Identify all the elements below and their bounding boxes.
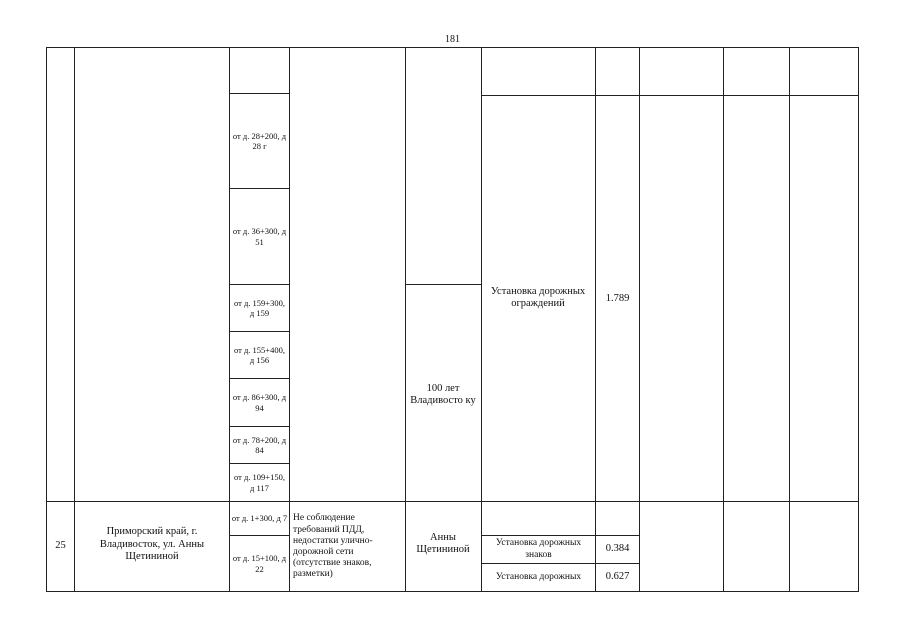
col-divider	[46, 47, 47, 592]
row-number: 25	[55, 539, 66, 551]
street-cell: 100 лет Владивосто ку	[410, 382, 476, 406]
segment-cell: от д. 78+200, д 84	[232, 434, 287, 455]
segment-cell: от д. 86+300, д 94	[232, 392, 287, 413]
col-divider	[595, 47, 596, 592]
col-divider	[858, 47, 859, 592]
col-divider	[723, 47, 724, 592]
row-divider	[405, 284, 481, 285]
table-bottom-border	[46, 591, 859, 592]
street-cell: Анны Щетининой	[416, 531, 470, 555]
segment-cell: от д. 36+300, д 51	[232, 226, 287, 247]
table-top-border	[46, 47, 859, 48]
col-divider	[289, 47, 290, 592]
violation-cell: Не соблюдение требований ПДД, недостатки улично-дорожной сети (отсутствие знаков, разметки)	[293, 513, 373, 580]
address-cell: Приморский край, г. Владивосток, ул. Анны Щетининой	[99, 526, 205, 563]
col-divider	[74, 47, 75, 592]
segment-cell: от д. 109+150, д 117	[234, 472, 285, 493]
col-divider	[405, 47, 406, 592]
measure-cell: Установка дорожных знаков	[495, 538, 582, 560]
col-divider	[229, 47, 230, 592]
page-number: 181	[445, 34, 460, 45]
col-divider	[789, 47, 790, 592]
segment-cell: от д. 155+400, д 156	[234, 344, 285, 365]
amount-cell: 0.627	[605, 571, 630, 583]
row-divider	[46, 501, 859, 502]
measure-cell: Установка дорожных	[495, 571, 582, 582]
col-divider	[481, 47, 482, 592]
row-divider	[481, 95, 859, 96]
segment-cell: от д. 1+300, д 7	[231, 513, 288, 524]
segment-cell: от д. 28+200, д 28 г	[232, 130, 287, 151]
measure-cell: Установка дорожных ограждений	[490, 285, 586, 309]
col-divider	[639, 47, 640, 592]
amount-cell: 1.789	[605, 292, 630, 304]
amount-cell: 0.384	[605, 543, 630, 555]
segment-cell: от д. 159+300, д 159	[234, 297, 285, 318]
segment-cell: от д. 15+100, д 22	[232, 553, 287, 574]
